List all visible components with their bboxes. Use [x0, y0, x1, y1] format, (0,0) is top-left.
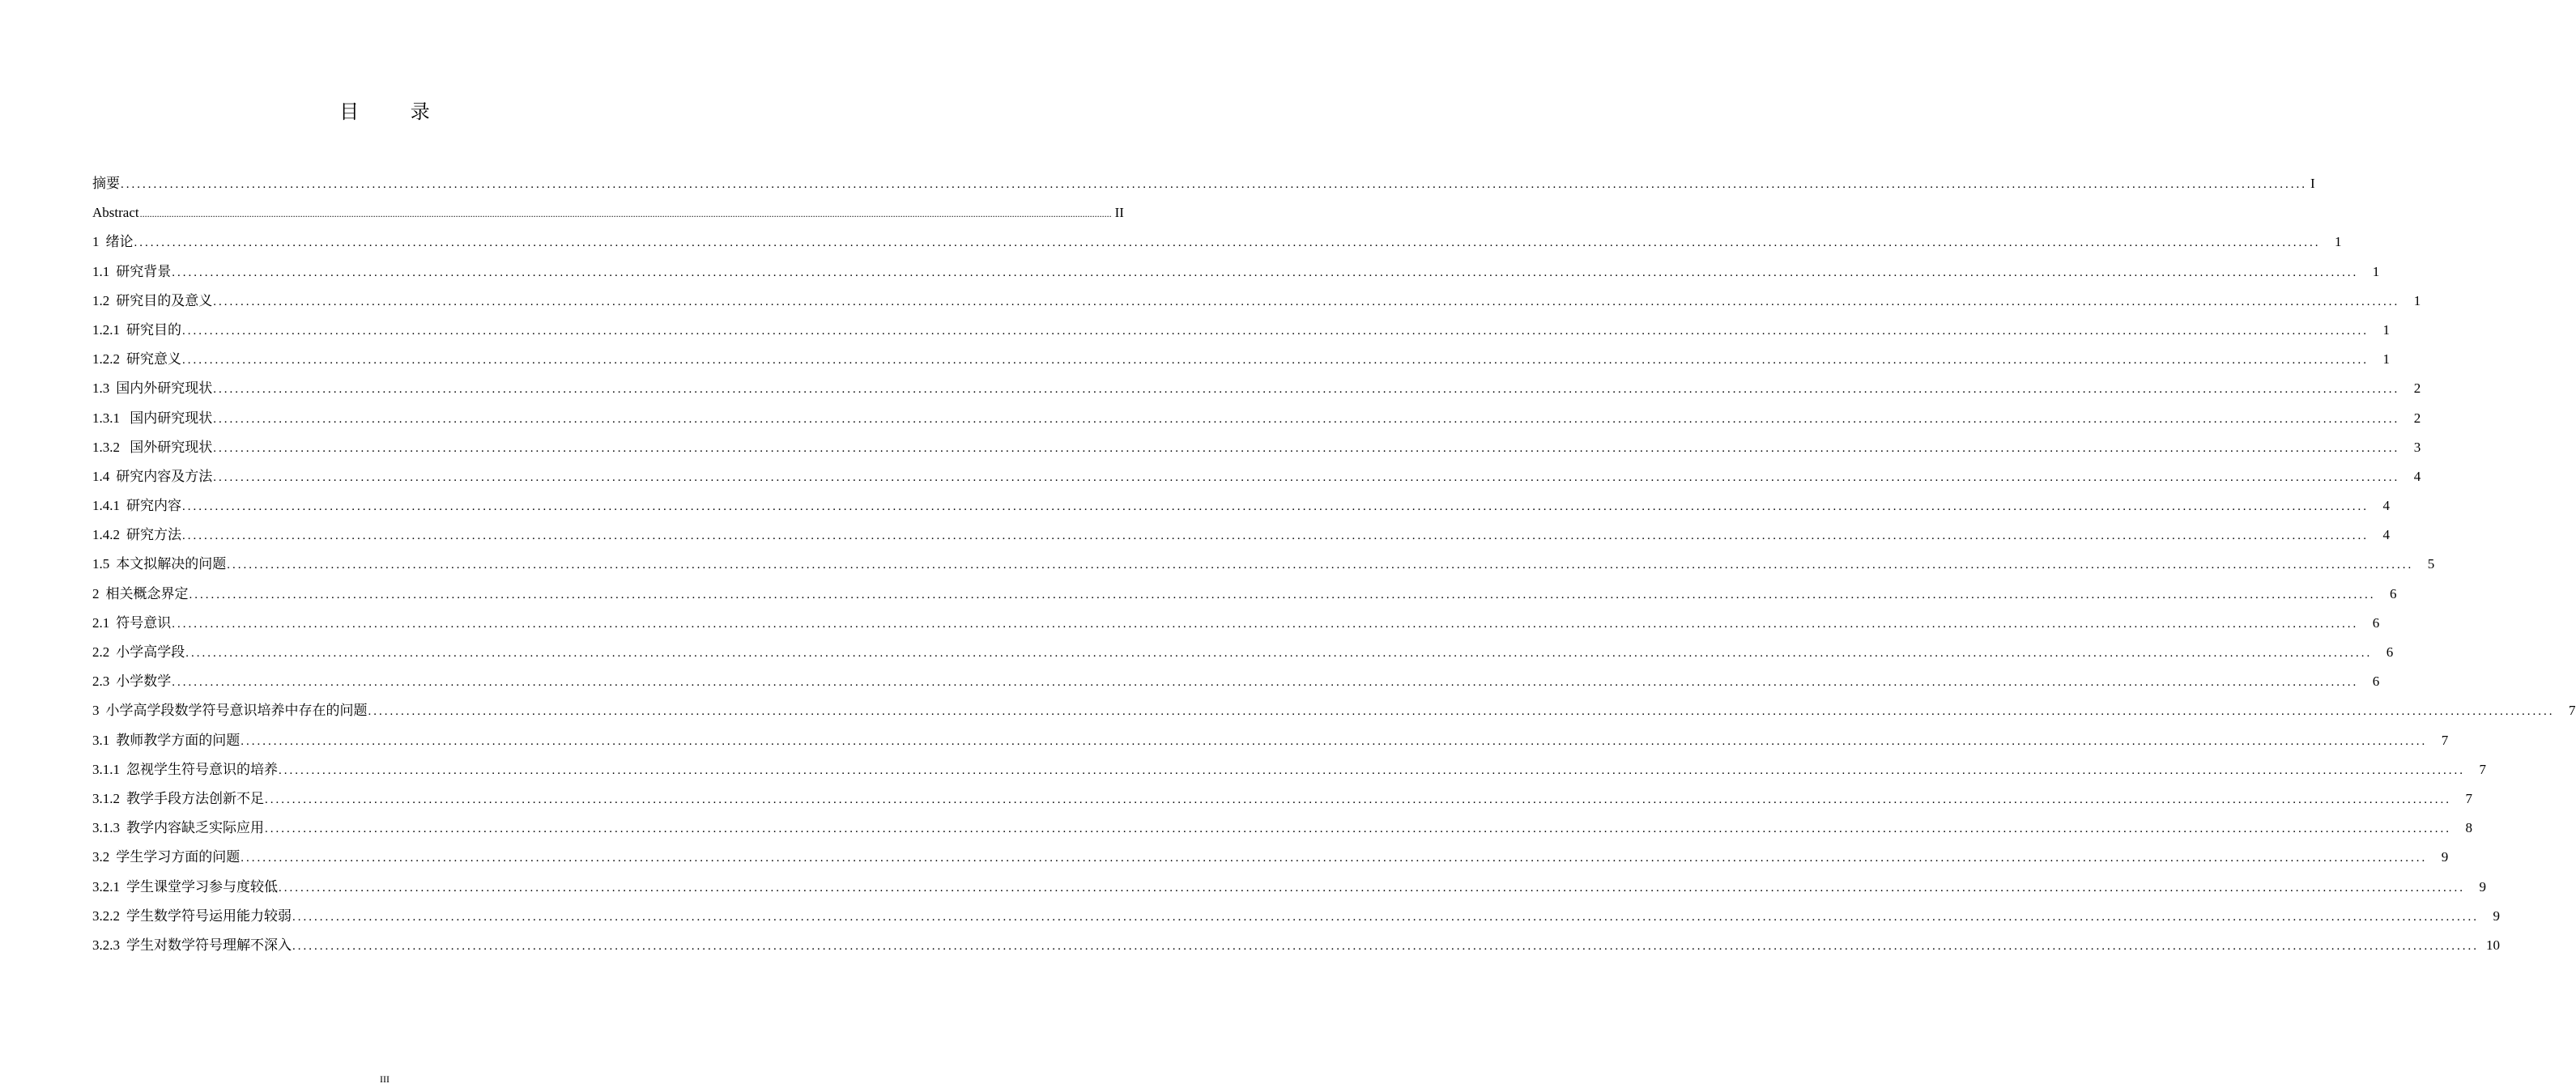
toc-entry[interactable] [92, 814, 2472, 843]
toc-entry-number: 1.3 [92, 380, 110, 397]
toc-entry-page: 10 [2486, 937, 2500, 953]
toc-dot-leader: ................................................................................................................................................................................................................................................................................................................................................................................................................ [213, 441, 2400, 455]
toc-entry-title: 研究内容 [126, 498, 181, 514]
toc-entry-page: 6 [2386, 644, 2394, 660]
toc-dot-leader: ................................................................................................................................................................................................................................................................................................................................................................................................................ [227, 559, 2414, 572]
toc-entry[interactable] [92, 667, 2380, 696]
toc-entry[interactable] [92, 784, 2472, 814]
toc-entry-title: 绪论 [105, 234, 134, 250]
toc-entry-title: 研究背景 [116, 263, 172, 279]
toc-entry-title: 学生课堂学习参与度较低 [126, 878, 278, 895]
toc-entry[interactable] [92, 462, 2421, 491]
toc-dot-leader: ................................................................................................................................................................................................................................................................................................................................................................................................................ [213, 383, 2400, 397]
toc-entry[interactable] [92, 902, 2500, 931]
toc-dot-leader: ................................................................................................................................................................................................................................................................................................................................................................................................................ [134, 236, 2321, 250]
toc-entry-title: 研究目的及意义 [116, 292, 213, 308]
toc-entry-number: 1.2.2 [92, 351, 120, 368]
toc-dot-leader: ................................................................................................................................................................................................................................................................................................................................................................................................................ [121, 178, 2307, 191]
toc-entry-number: 1.2.1 [92, 321, 120, 338]
toc-entry-page: 1 [2372, 263, 2380, 279]
toc-entry-title: 学生学习方面的问题 [116, 849, 241, 865]
toc-entry[interactable] [92, 433, 2421, 462]
toc-entry-title: Abstract [92, 205, 139, 221]
toc-entry-page: II [1114, 205, 1124, 221]
toc-dot-leader: ................................................................................................................................................................................................................................................................................................................................................................................................................ [279, 881, 2465, 895]
toc-entry-number: 1.4 [92, 468, 110, 484]
toc-dot-leader: ................................................................................................................................................................................................................................................................................................................................................................................................................ [292, 939, 2479, 953]
toc-entry-page: 5 [2427, 556, 2435, 572]
toc-dot-leader: ................................................................................................................................................................................................................................................................................................................................................................................................................ [139, 208, 1112, 220]
toc-entry-page: 1 [2335, 234, 2342, 250]
toc-entry[interactable] [92, 873, 2486, 902]
toc-entry-title: 研究意义 [126, 351, 181, 368]
toc-dot-leader: ................................................................................................................................................................................................................................................................................................................................................................................................................ [172, 676, 2359, 690]
toc-entry-title: 教师教学方面的问题 [116, 732, 241, 748]
toc-entry[interactable] [92, 521, 2390, 550]
toc-entry[interactable] [92, 931, 2500, 960]
toc-dot-leader: ................................................................................................................................................................................................................................................................................................................................................................................................................ [213, 412, 2400, 426]
toc-entry[interactable] [92, 726, 2449, 755]
toc-entry[interactable] [92, 374, 2421, 403]
toc-entry[interactable] [92, 550, 2435, 579]
toc-dot-leader: ................................................................................................................................................................................................................................................................................................................................................................................................................ [182, 354, 2369, 368]
toc-dot-leader: ................................................................................................................................................................................................................................................................................................................................................................................................................ [185, 647, 2373, 660]
toc-entry-page: 9 [2493, 907, 2500, 924]
toc-entry-page: 6 [2390, 585, 2397, 601]
toc-entry-number: 3 [92, 703, 100, 719]
toc-entry-title: 研究内容及方法 [116, 468, 213, 484]
toc-entry[interactable] [92, 843, 2449, 872]
toc-entry-number: 1.3.2 [92, 439, 120, 455]
toc-dot-leader: ................................................................................................................................................................................................................................................................................................................................................................................................................ [182, 500, 2369, 514]
toc-entry-page: 1 [2413, 292, 2421, 308]
toc-entry-page: I [2310, 176, 2315, 191]
toc-entry-number: 1 [92, 234, 100, 250]
toc-entry-number: 1.3.1 [92, 410, 120, 426]
toc-entry-number: 3.2 [92, 849, 110, 865]
toc-entry-title: 研究目的 [126, 321, 181, 338]
toc-entry-page: 4 [2382, 498, 2390, 514]
toc-entry-number: 3.2.3 [92, 937, 120, 953]
toc-dot-leader: ................................................................................................................................................................................................................................................................................................................................................................................................................ [182, 324, 2369, 338]
toc-entry-number: 2.1 [92, 614, 110, 631]
toc-entry-title: 忽视学生符号意识的培养 [126, 761, 278, 777]
toc-dot-leader: ................................................................................................................................................................................................................................................................................................................................................................................................................ [241, 734, 2428, 748]
toc-entry-number: 2.2 [92, 644, 110, 660]
toc-entry-number: 3.1.2 [92, 790, 120, 806]
toc-entry-page: 7 [2441, 732, 2449, 748]
toc-dot-leader: ................................................................................................................................................................................................................................................................................................................................................................................................................ [213, 470, 2400, 484]
toc-entry-title: 国内研究现状 [126, 410, 213, 426]
toc-entry-number: 3.2.1 [92, 878, 120, 895]
toc-entry[interactable] [92, 227, 2342, 257]
toc-dot-leader: ................................................................................................................................................................................................................................................................................................................................................................................................................ [241, 852, 2428, 865]
toc-entry-number: 1.4.1 [92, 498, 120, 514]
toc-entry-page: 9 [2479, 878, 2486, 895]
toc-dot-leader: ................................................................................................................................................................................................................................................................................................................................................................................................................ [265, 822, 2451, 836]
toc-entry[interactable] [92, 345, 2390, 374]
toc-entry[interactable] [92, 169, 2315, 198]
toc-entry[interactable] [92, 257, 2380, 287]
toc-entry-title: 小学高学段 [116, 644, 185, 660]
toc-entry-number: 3.1.3 [92, 820, 120, 836]
toc-entry-number: 3.2.2 [92, 907, 120, 924]
toc-entry-page: 1 [2382, 351, 2390, 368]
table-of-contents [92, 169, 2576, 960]
toc-entry-page: 3 [2413, 439, 2421, 455]
toc-entry-title: 学生对数学符号理解不深入 [126, 937, 292, 953]
toc-entry-title: 本文拟解决的问题 [116, 556, 227, 572]
toc-entry-title: 符号意识 [116, 614, 172, 631]
toc-entry-title: 研究方法 [126, 527, 181, 543]
toc-dot-leader: ................................................................................................................................................................................................................................................................................................................................................................................................................ [279, 763, 2465, 777]
toc-dot-leader: ................................................................................................................................................................................................................................................................................................................................................................................................................ [182, 529, 2369, 543]
page-title: 目 录 [339, 100, 453, 123]
toc-entry-page: 4 [2413, 468, 2421, 484]
toc-entry-page: 7 [2465, 790, 2472, 806]
toc-entry-page: 7 [2569, 703, 2576, 719]
page-footer-number: III [380, 1073, 390, 1085]
toc-dot-leader: ................................................................................................................................................................................................................................................................................................................................................................................................................ [172, 617, 2359, 631]
toc-entry-page: 7 [2479, 761, 2486, 777]
toc-entry[interactable] [92, 755, 2486, 784]
toc-entry-page: 8 [2465, 820, 2472, 836]
toc-entry-number: 1.1 [92, 263, 110, 279]
toc-entry-page: 6 [2372, 614, 2380, 631]
toc-dot-leader: ................................................................................................................................................................................................................................................................................................................................................................................................................ [213, 295, 2400, 308]
toc-entry-title: 摘要 [92, 176, 120, 191]
toc-entry-page: 2 [2413, 410, 2421, 426]
toc-entry-title: 小学高学段数学符号意识培养中存在的问题 [105, 703, 368, 719]
toc-entry-number: 1.4.2 [92, 527, 120, 543]
toc-entry[interactable] [92, 609, 2380, 638]
toc-entry[interactable] [92, 491, 2390, 521]
toc-entry[interactable] [92, 198, 1124, 227]
toc-dot-leader: ................................................................................................................................................................................................................................................................................................................................................................................................................ [189, 588, 2376, 601]
toc-entry-number: 2.3 [92, 674, 110, 690]
toc-entry-title: 教学手段方法创新不足 [126, 790, 264, 806]
toc-entry-page: 9 [2441, 849, 2449, 865]
toc-dot-leader: ................................................................................................................................................................................................................................................................................................................................................................................................................ [172, 266, 2359, 279]
toc-entry-title: 相关概念界定 [105, 585, 189, 601]
toc-entry[interactable] [92, 287, 2421, 316]
toc-entry-number: 3.1.1 [92, 761, 120, 777]
toc-entry[interactable] [92, 316, 2390, 345]
toc-dot-leader: ................................................................................................................................................................................................................................................................................................................................................................................................................ [368, 705, 2555, 719]
toc-entry[interactable] [92, 696, 2576, 725]
toc-entry-number: 1.5 [92, 556, 110, 572]
toc-entry[interactable] [92, 580, 2397, 609]
toc-entry-page: 4 [2382, 527, 2390, 543]
toc-entry-title: 教学内容缺乏实际应用 [126, 820, 264, 836]
toc-entry-page: 6 [2372, 674, 2380, 690]
toc-entry-page: 1 [2382, 321, 2390, 338]
toc-entry-number: 2 [92, 585, 100, 601]
toc-entry-number: 1.2 [92, 292, 110, 308]
toc-dot-leader: ................................................................................................................................................................................................................................................................................................................................................................................................................ [265, 793, 2451, 806]
toc-entry[interactable] [92, 638, 2394, 667]
toc-entry-title: 国内外研究现状 [116, 380, 213, 397]
toc-entry-title: 国外研究现状 [126, 439, 213, 455]
toc-entry-title: 小学数学 [116, 674, 172, 690]
toc-entry-page: 2 [2413, 380, 2421, 397]
toc-entry-number: 3.1 [92, 732, 110, 748]
toc-entry-title: 学生数学符号运用能力较弱 [126, 907, 292, 924]
toc-entry[interactable] [92, 404, 2421, 433]
toc-dot-leader: ................................................................................................................................................................................................................................................................................................................................................................................................................ [292, 910, 2479, 924]
